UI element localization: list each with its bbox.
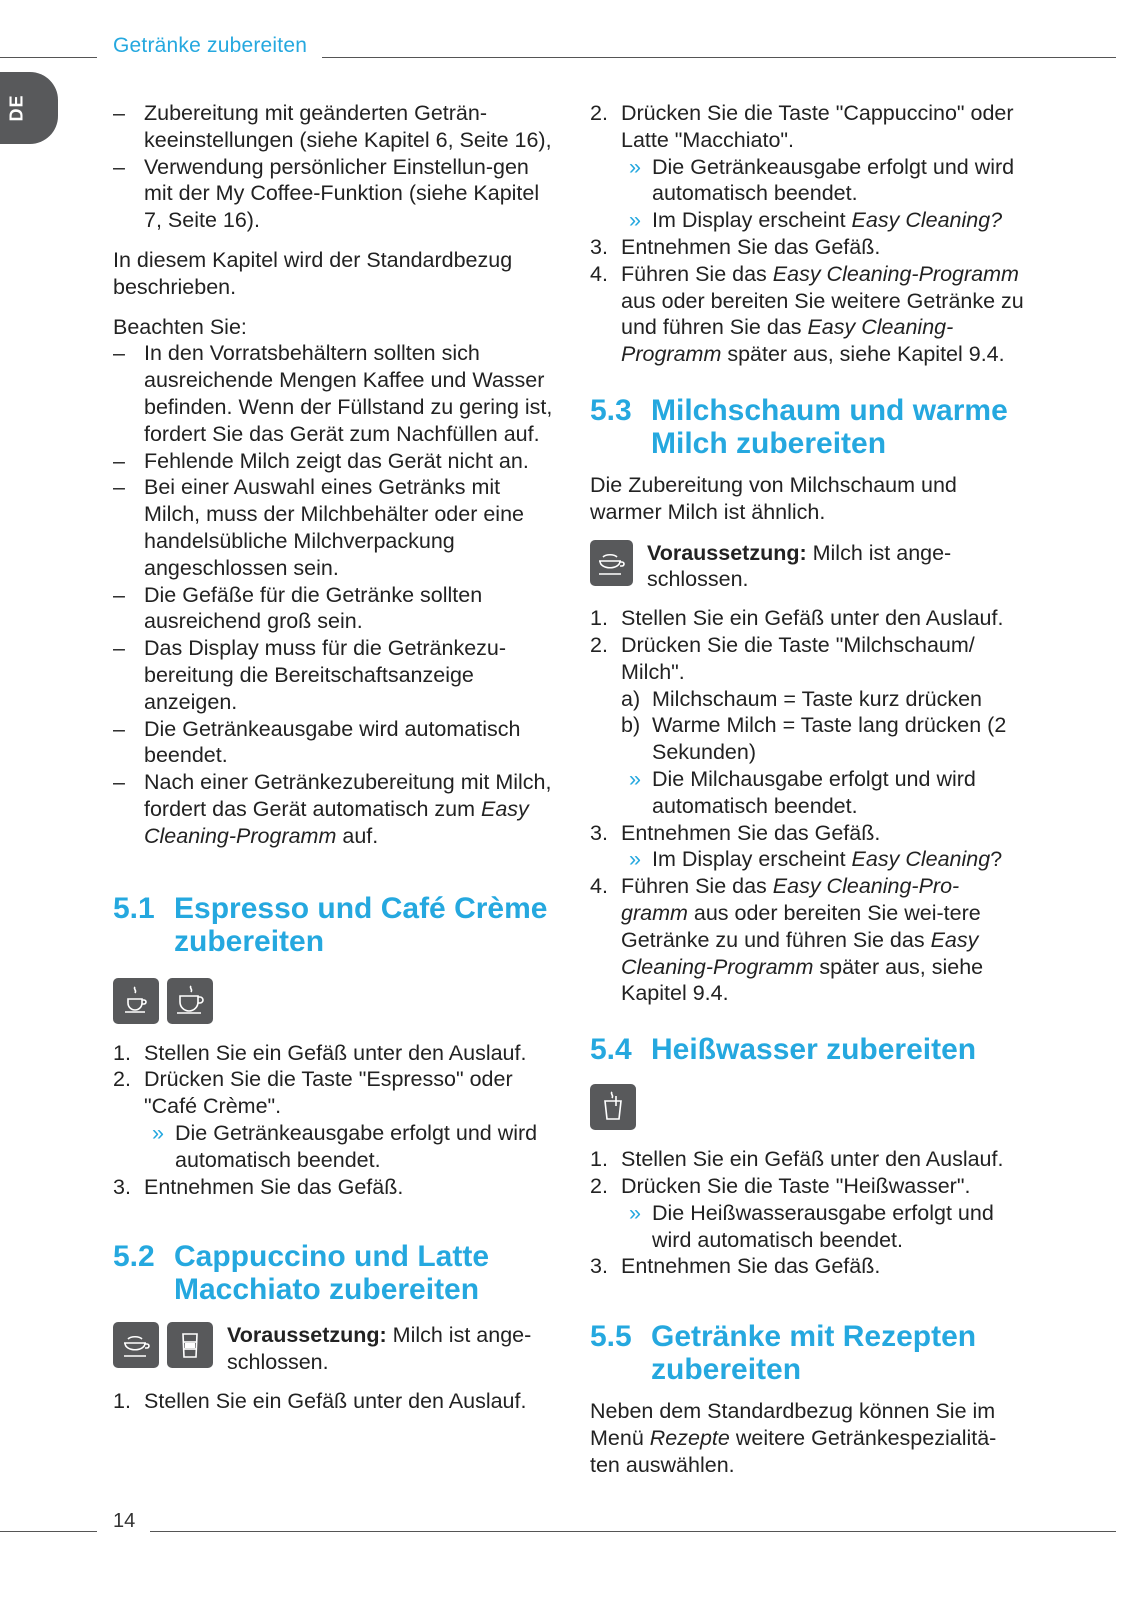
latte-macchiato-icon: [167, 1322, 213, 1368]
footer-rule-left: [0, 1531, 97, 1532]
espresso-icon: [113, 978, 159, 1024]
result-item: » Im Display erscheint Easy Cleaning?: [629, 208, 1003, 233]
left-column: [113, 100, 553, 1415]
result-item: » Im Display erscheint Easy Cleaning?: [629, 847, 1003, 872]
right-column: [590, 100, 1026, 1478]
page-header-title: Getränke zubereiten: [113, 34, 308, 57]
step-item: 3. Entnehmen Sie das Gefäß.: [590, 1254, 881, 1279]
result-item: » Die Getränkeausgabe erfolgt und wird automatisch beendet.: [152, 1120, 538, 1172]
list-item: – Nach einer Getränkezubereitung mit Milch, fordert das Gerät automatisch zum Easy Cleaning-Programm auf.: [113, 769, 553, 849]
note-label: Beachten Sie:: [113, 314, 247, 339]
step-item: 2. Drücken Sie die Taste "Espresso" oder "Café Crème".: [113, 1067, 513, 1119]
step-item: 1. Stellen Sie ein Gefäß unter den Auslauf.: [113, 1040, 527, 1065]
result-item: » Die Heißwasserausgabe erfolgt und wird automatisch beendet.: [629, 1200, 994, 1252]
header-rule-right: [322, 57, 1116, 58]
milk-foam-icon: [590, 540, 633, 586]
button-icons: [113, 978, 553, 1024]
prerequisite-block: [590, 540, 1026, 594]
option-item: a) Milchschaum = Taste kurz drücken: [621, 686, 983, 711]
step-item: 3. Entnehmen Sie das Gefäß.: [590, 820, 881, 845]
prerequisite-text: Voraussetzung: Milch ist ange-schlossen.: [646, 540, 952, 592]
step-item: 2. Drücken Sie die Taste "Milchschaum/ Milch".: [590, 632, 975, 684]
step-item: 1. Stellen Sie ein Gefäß unter den Auslauf.: [590, 1147, 1004, 1172]
step-item: 1. Stellen Sie ein Gefäß unter den Auslauf.: [590, 606, 1004, 631]
list-item: – Fehlende Milch zeigt das Gerät nicht an.: [113, 448, 553, 475]
footer-rule-right: [150, 1531, 1116, 1532]
list-item: – Zubereitung mit geänderten Geträn-keeinstellungen (siehe Kapitel 6, Seite 16),: [113, 100, 553, 154]
step-item: 1. Stellen Sie ein Gefäß unter den Auslauf.: [113, 1388, 527, 1413]
result-item: » Die Milchausgabe erfolgt und wird automatisch beendet.: [629, 766, 976, 818]
cafe-creme-icon: [167, 978, 213, 1024]
paragraph: In diesem Kapitel wird der Standardbezug beschrieben.: [113, 247, 513, 299]
language-tab: [0, 72, 58, 144]
step-item: 2. Drücken Sie die Taste "Cappuccino" oder Latte "Macchiato".: [590, 101, 1014, 152]
cappuccino-icon: [113, 1322, 159, 1368]
header-rule-left: [0, 57, 97, 58]
paragraph: Die Zubereitung von Milchschaum und warmer Milch ist ähnlich.: [590, 472, 957, 524]
section-heading-5-1: 5.1 Espresso und Café Crème zubereiten: [113, 891, 548, 958]
list-item: – Verwendung persönlicher Einstellun-gen mit der My Coffee-Funktion (siehe Kapitel 7, Seite 16).: [113, 154, 553, 234]
section-heading-5-2: 5.2 Cappuccino und Latte Macchiato zubereiten: [113, 1240, 489, 1307]
prerequisite-block: [113, 1322, 553, 1376]
hot-water-icon: [590, 1084, 636, 1130]
section-heading-5-5: 5.5 Getränke mit Rezepten zubereiten: [590, 1320, 977, 1387]
list-item: – Die Getränkeausgabe wird automatisch beendet.: [113, 716, 553, 770]
section-heading-5-4: 5.4 Heißwasser zubereiten: [590, 1033, 977, 1067]
step-item: 2. Drücken Sie die Taste "Heißwasser".: [590, 1173, 971, 1198]
step-item: 3. Entnehmen Sie das Gefäß.: [590, 234, 881, 259]
list-item: – In den Vorratsbehältern sollten sich ausreichende Mengen Kaffee und Wasser befinden. Wenn der Füllstand zu gering ist, fordert Sie das Gerät zum Nachfüllen auf.: [113, 340, 553, 447]
language-label: DE: [6, 94, 27, 122]
prerequisite-text: Voraussetzung: Milch ist ange-schlossen.: [227, 1323, 532, 1375]
paragraph: Neben dem Standardbezug können Sie im Menü Rezepte weitere Getränkespezialitä-ten auswählen.: [590, 1399, 997, 1477]
result-item: » Die Getränkeausgabe erfolgt und wird automatisch beendet.: [629, 154, 1015, 206]
step-item: 4. Führen Sie das Easy Cleaning-Programm aus oder bereiten Sie weitere Getränke zu und führen Sie das Easy Cleaning-Programm später aus, siehe Kapitel 9.4.: [590, 261, 1024, 367]
page-number: 14: [113, 1510, 136, 1532]
option-item: b) Warme Milch = Taste lang drücken (2 Sekunden): [621, 713, 1007, 765]
list-item: – Die Gefäße für die Getränke sollten ausreichend groß sein.: [113, 582, 553, 636]
step-item: 3. Entnehmen Sie das Gefäß.: [113, 1174, 404, 1199]
list-item: – Das Display muss für die Getränkezu-bereitung die Bereitschaftsanzeige anzeigen.: [113, 635, 553, 715]
list-item: – Bei einer Auswahl eines Getränks mit Milch, muss der Milchbehälter oder eine handelsübliche Milchverpackung angeschlossen sein.: [113, 474, 553, 581]
step-item: 4. Führen Sie das Easy Cleaning-Pro-gramm aus oder bereiten Sie wei-tere Getränke zu und führen Sie das Easy Cleaning-Programm später aus, siehe Kapitel 9.4.: [590, 874, 984, 1006]
section-heading-5-3: 5.3 Milchschaum und warme Milch zubereiten: [590, 393, 1008, 460]
